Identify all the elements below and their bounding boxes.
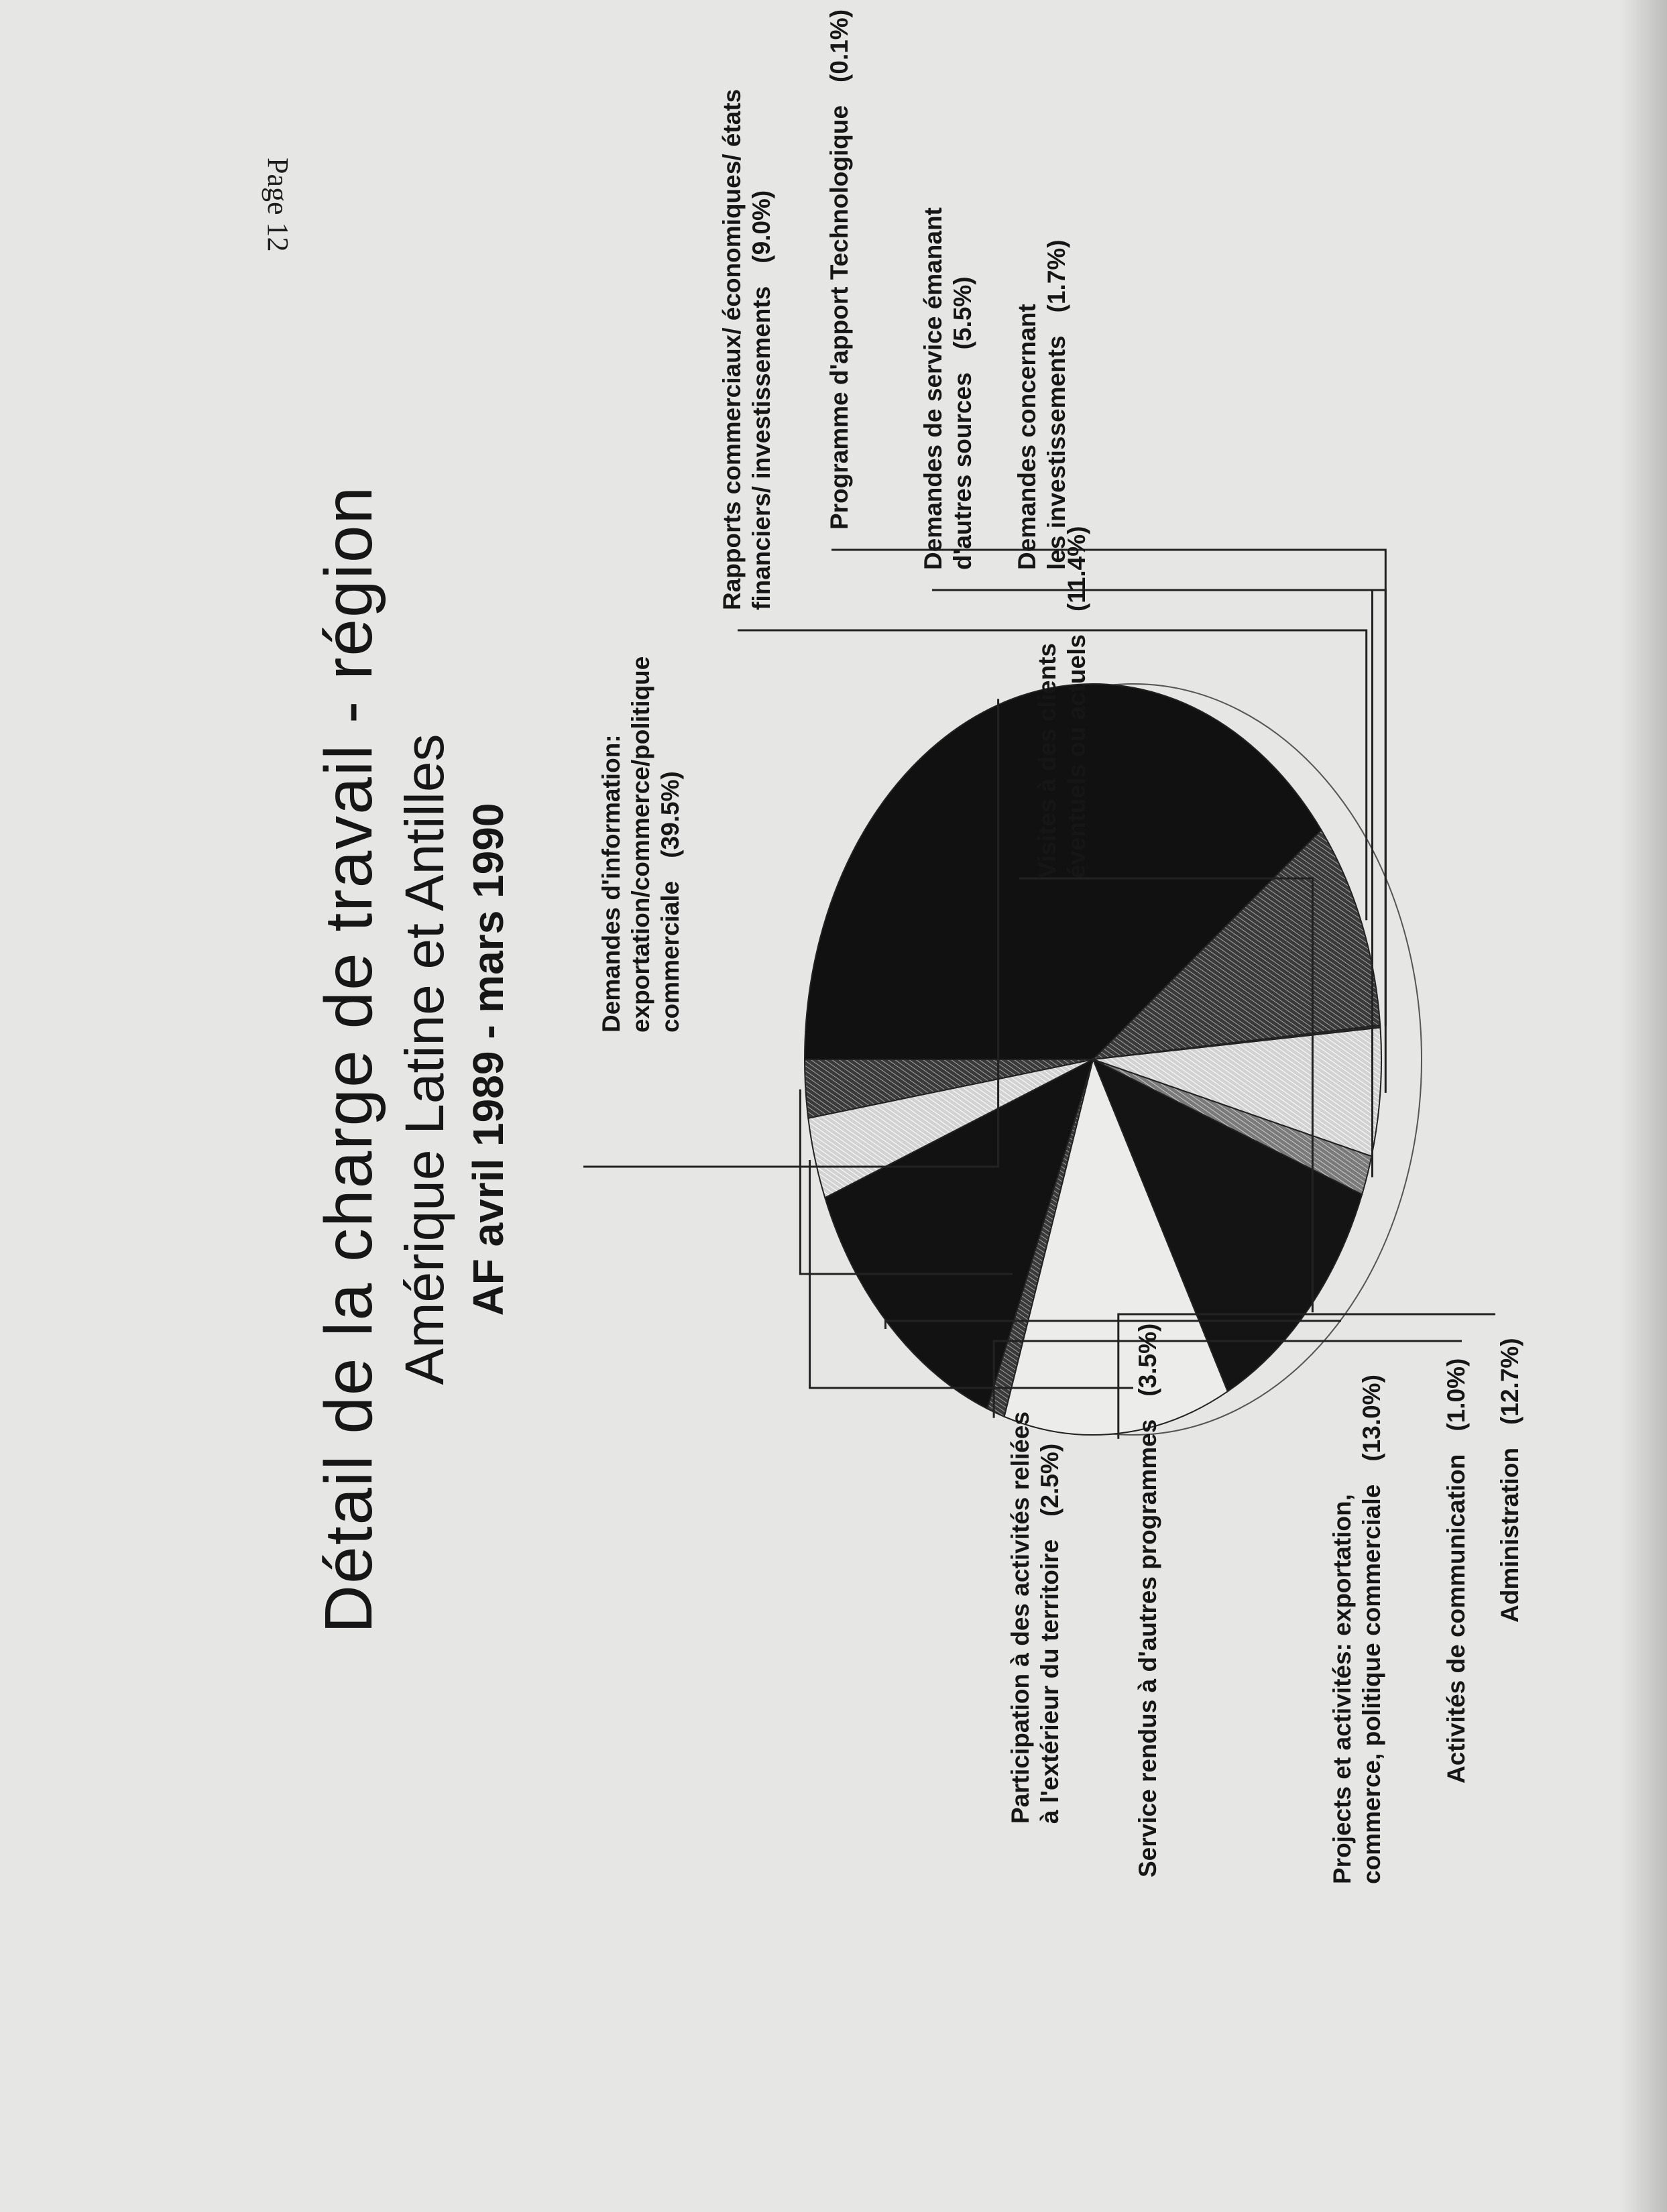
slice-label <box>1328 1375 1387 1884</box>
slice-label <box>1495 1338 1525 1623</box>
page-edge-shadow <box>1620 0 1667 2212</box>
slice-percent: (1.0%) <box>1442 1358 1470 1432</box>
slice-label-line: Activités de communication(1.0%) <box>1442 1358 1470 1784</box>
slice-label-line: Rapports commerciaux/ économiques/ états <box>718 89 746 610</box>
slice-percent: (11.4%) <box>1063 526 1090 612</box>
slice-label <box>597 656 685 1033</box>
slice-label-line: Participation à des activités reliées <box>1007 1411 1034 1824</box>
slice-label-line: financiers/ investissements(9.0%) <box>748 190 775 610</box>
chart-title: Détail de la charge de travail - région <box>311 485 386 1634</box>
slice-label-line: éventuels ou actuels(11.4%) <box>1063 526 1090 878</box>
slice-label-line: commerce, politique commerciale(13.0%) <box>1358 1375 1385 1884</box>
slice-label-line: Programme d'apport Technologique(0.1%) <box>825 9 853 530</box>
slice-percent: (12.7%) <box>1496 1338 1524 1425</box>
slice-label-line: exportation/commerce/politique <box>627 656 654 1033</box>
slice-label-line: Projects et activités: exportation, <box>1328 1494 1356 1884</box>
chart-period: AF avril 1989 - mars 1990 <box>464 803 512 1316</box>
page-number: Page 12 <box>262 158 294 252</box>
slice-label <box>1033 526 1092 878</box>
slice-percent: (39.5%) <box>656 771 684 858</box>
slice-label-line: Administration(12.7%) <box>1496 1338 1524 1623</box>
slice-percent: (1.7%) <box>1043 239 1070 313</box>
slice-label-line: Service rendus à d'autres programmes(3.5%) <box>1134 1323 1161 1877</box>
slice-percent: (9.0%) <box>748 190 775 264</box>
slice-label-line: à l'extérieur du territoire(2.5%) <box>1036 1443 1064 1824</box>
slice-label <box>919 207 978 570</box>
slice-label-line: Demandes concernant <box>1013 304 1041 570</box>
slice-label <box>717 89 777 610</box>
slice-label-line: commerciale(39.5%) <box>656 771 684 1033</box>
slice-label-line: d'autres sources(5.5%) <box>949 276 976 570</box>
slice-label-line: Demandes d'information: <box>597 734 625 1033</box>
pie-slices <box>805 684 1381 1435</box>
slice-percent: (2.5%) <box>1036 1443 1064 1517</box>
chart-subtitle: Amérique Latine et Antilles <box>394 734 455 1385</box>
slice-label-line: Visites à des clients <box>1033 642 1061 878</box>
slice-label <box>1006 1411 1065 1824</box>
slice-percent: (3.5%) <box>1134 1323 1161 1397</box>
pie-figure <box>268 9 1609 2065</box>
slice-label-line: Demandes de service émanant <box>919 207 947 570</box>
slice-label-line: les investissements(1.7%) <box>1043 239 1070 570</box>
slice-percent: (0.1%) <box>825 9 853 82</box>
slice-label <box>1442 1358 1471 1784</box>
slice-label <box>1133 1324 1163 1877</box>
slice-percent: (13.0%) <box>1358 1375 1385 1462</box>
slice-label <box>1013 239 1072 570</box>
slice-label <box>825 9 854 530</box>
slice-percent: (5.5%) <box>949 276 976 350</box>
